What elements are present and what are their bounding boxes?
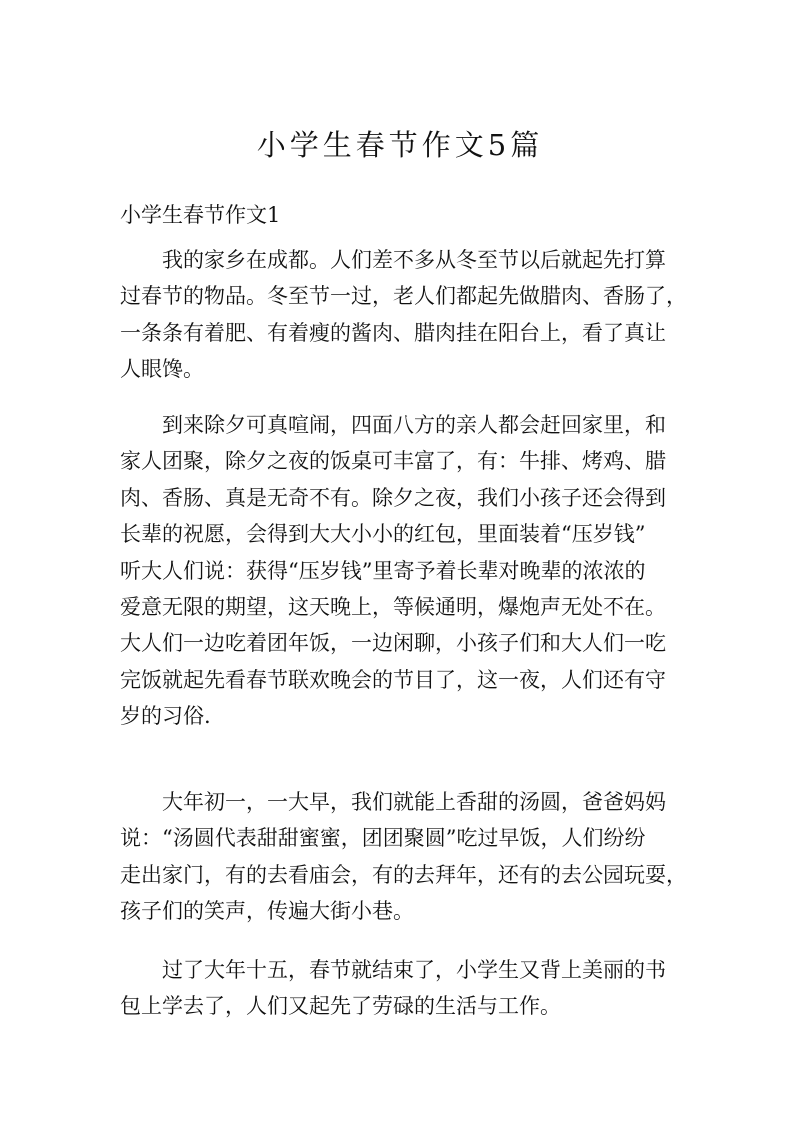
paragraph-line: 岁的习俗.: [120, 704, 211, 729]
paragraph-line: 听大人们说：获得“压岁钱”里寄予着长辈对晚辈的浓浓的: [120, 558, 646, 583]
paragraph-line: 到来除夕可真喧闹，四面八方的亲人都会赶回家里，和: [162, 413, 666, 437]
paragraph-line: 说：“汤圆代表甜甜蜜蜜，团团聚圆”吃过早饭，人们纷纷: [120, 826, 646, 851]
document-title: 小学生春节作文5篇: [256, 128, 544, 162]
paragraph-line: 我的家乡在成都。人们差不多从冬至节以后就起先打算: [162, 248, 666, 272]
paragraph-3: [120, 784, 690, 930]
paragraph-line: 包上学去了，人们又起先了劳碌的生活与工作。: [120, 994, 561, 1019]
paragraph-line: 家人团聚，除夕之夜的饭桌可丰富了，有：牛排、烤鸡、腊: [120, 449, 666, 474]
paragraph-line: 爱意无限的期望，这天晚上，等候通明，爆炮声无处不在。: [120, 594, 666, 619]
paragraph-2: [120, 407, 690, 735]
paragraph-1: [120, 242, 690, 388]
paragraph-line: 一条条有着肥、有着瘦的酱肉、腊肉挂在阳台上，看了真让: [120, 320, 666, 345]
paragraph-line: 长辈的祝愿，会得到大大小小的红包，里面装着“压岁钱”: [120, 522, 646, 547]
paragraph-line: 肉、香肠、真是无奇不有。除夕之夜，我们小孩子还会得到: [120, 485, 666, 510]
paragraph-line: 走出家门，有的去看庙会，有的去拜年，还有的去公园玩耍，: [120, 862, 687, 887]
paragraph-line: 大人们一边吃着团年饭，一边闲聊，小孩子们和大人们一吃: [120, 631, 666, 656]
paragraph-line: 孩子们的笑声，传遍大街小巷。: [120, 899, 414, 924]
section-heading: 小学生春节作文1: [120, 203, 281, 227]
paragraph-4: [120, 952, 690, 1025]
paragraph-line: 过春节的物品。冬至节一过，老人们都起先做腊肉、香肠了，: [120, 284, 687, 309]
paragraph-line: 过了大年十五，春节就结束了，小学生又背上美丽的书: [162, 958, 666, 982]
paragraph-line: 大年初一，一大早，我们就能上香甜的汤圆，爸爸妈妈: [162, 790, 666, 814]
paragraph-line: 人眼馋。: [120, 357, 204, 382]
paragraph-line: 完饭就起先看春节联欢晚会的节目了，这一夜，人们还有守: [120, 667, 666, 692]
